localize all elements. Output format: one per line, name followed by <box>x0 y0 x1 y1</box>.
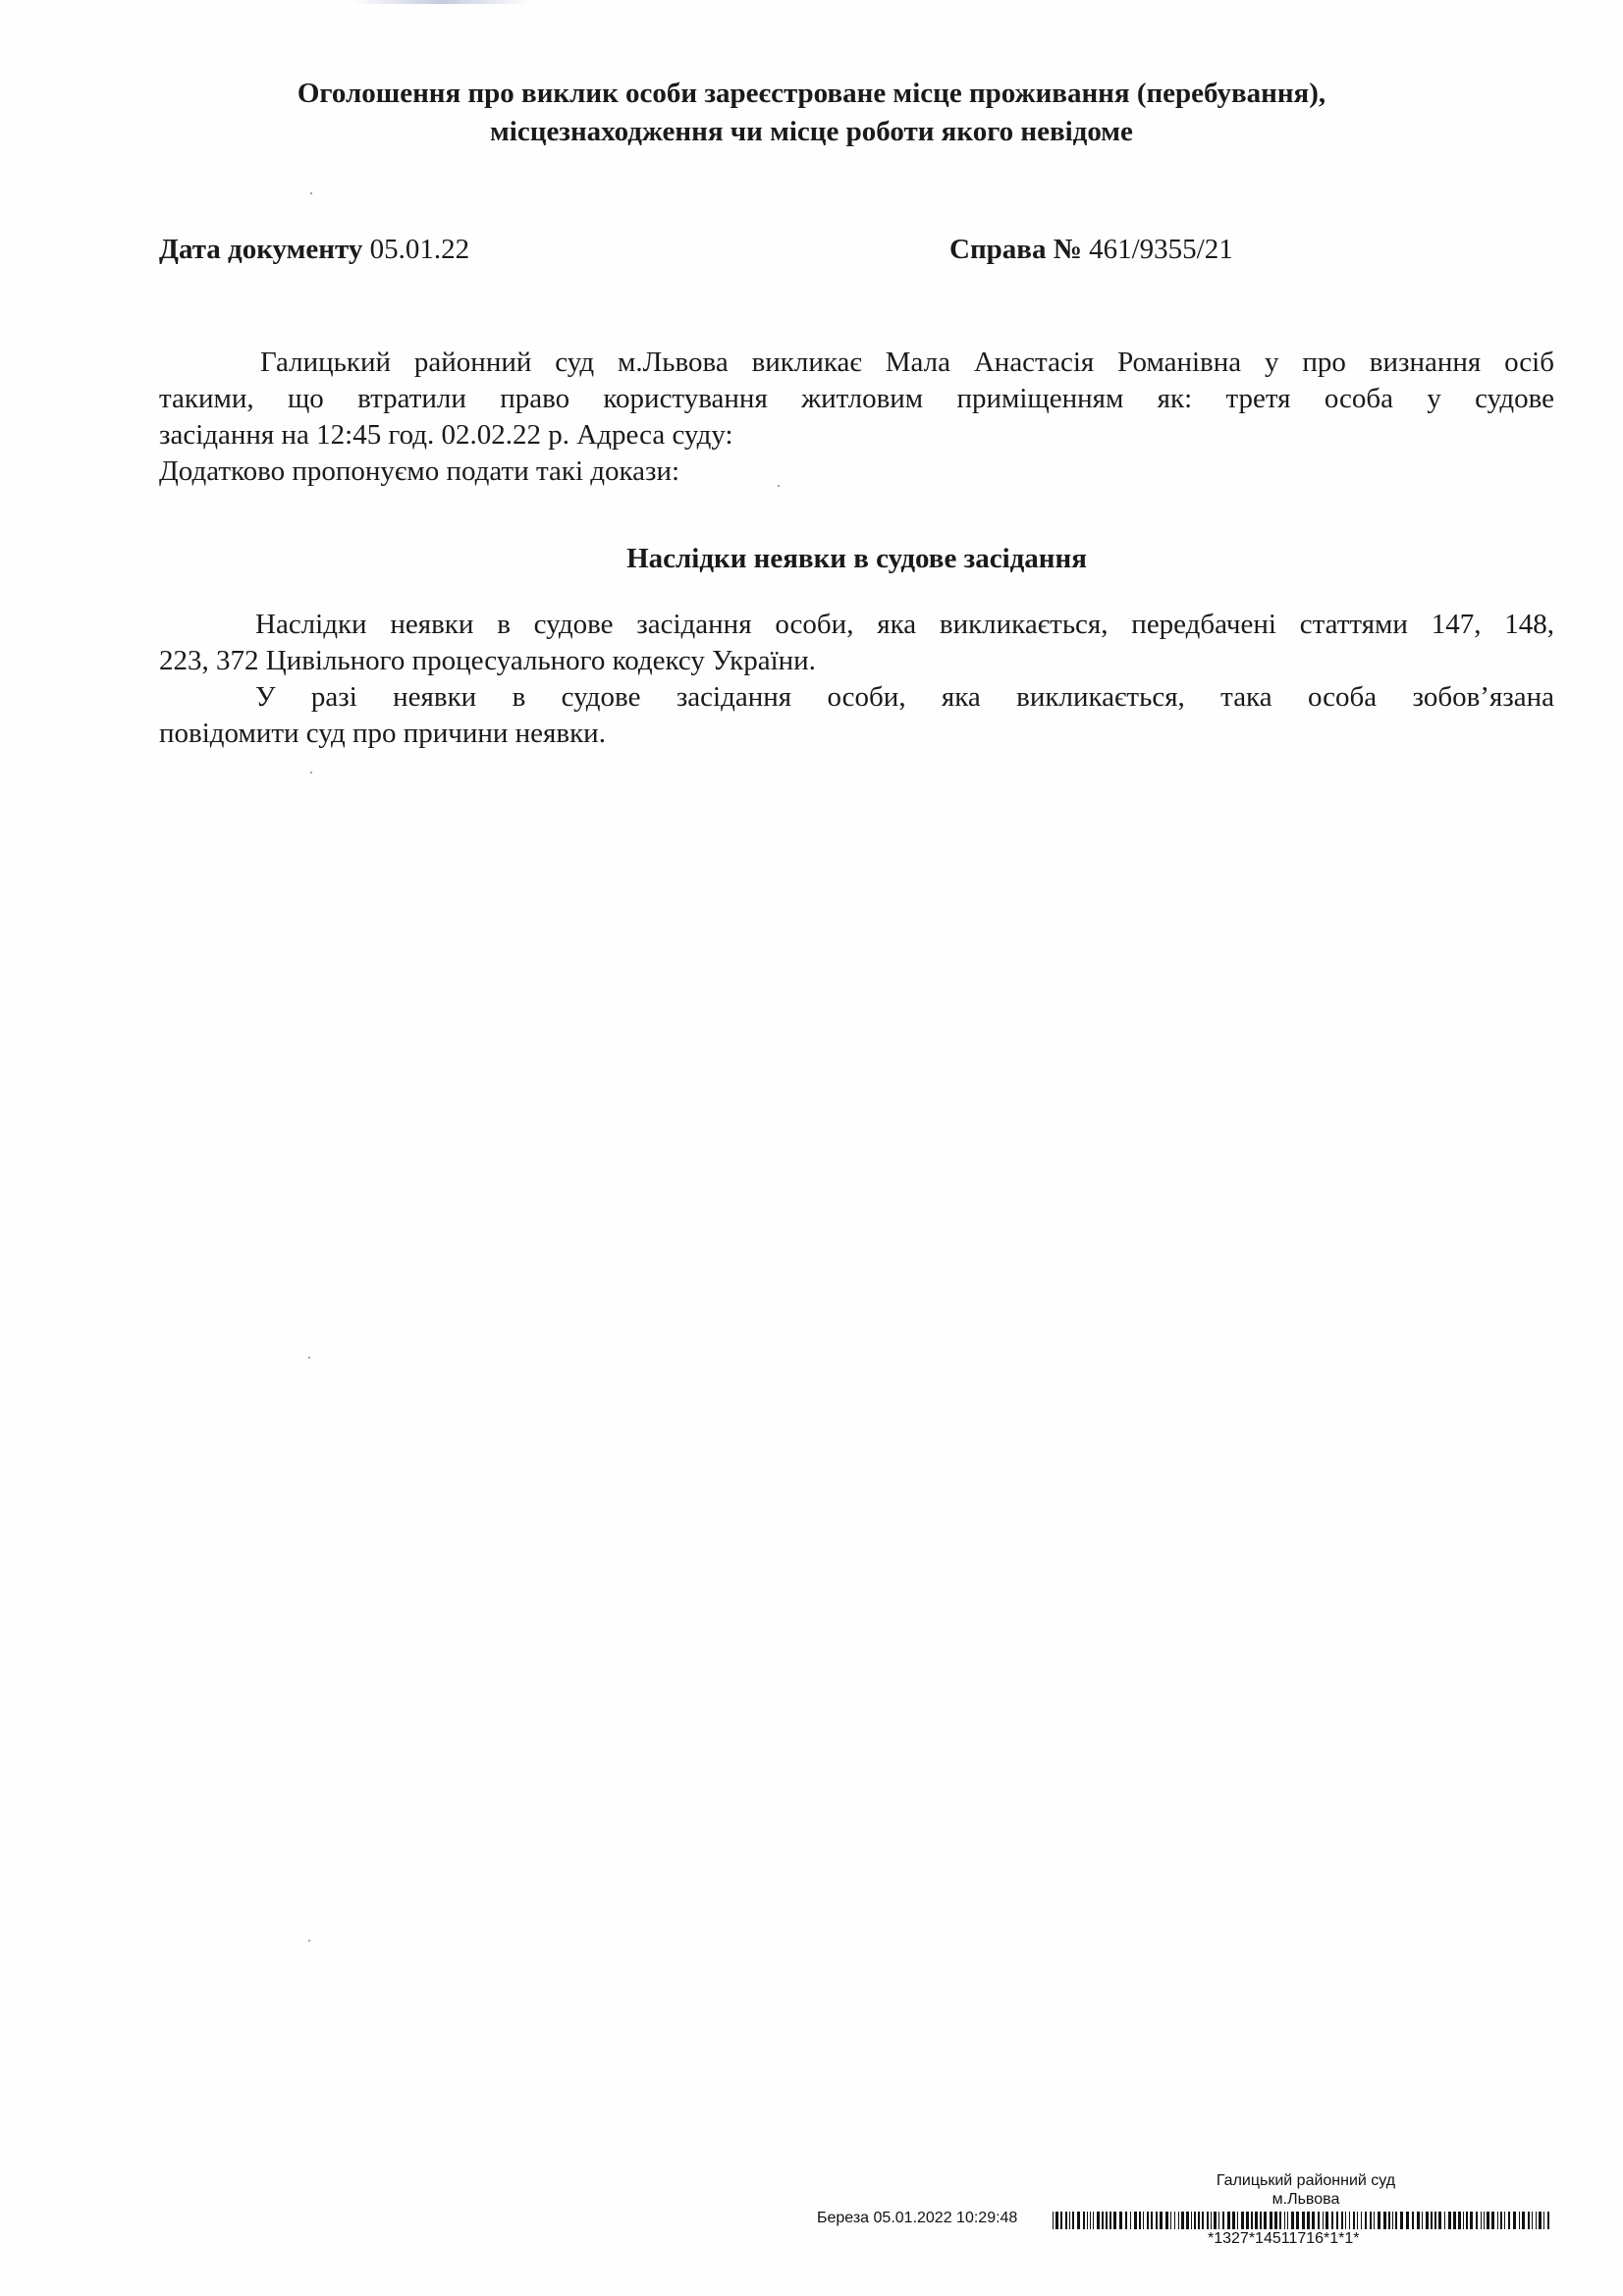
barcode-bar <box>1125 2212 1127 2229</box>
barcode-bar <box>1053 2212 1054 2229</box>
barcode-bar <box>1198 2212 1200 2229</box>
case-value: 461/9355/21 <box>1089 234 1233 265</box>
barcode-bar <box>1178 2212 1179 2229</box>
barcode-bar <box>1237 2212 1238 2229</box>
barcode-bar <box>1113 2212 1116 2229</box>
barcode-bar <box>1484 2212 1485 2229</box>
barcode-bar <box>1260 2212 1262 2229</box>
barcode-bar <box>1147 2212 1149 2229</box>
summons-line: Галицький районний суд м.Львова викликає Мала Анастасія Романівна у про визнання осіб <box>260 347 1554 378</box>
barcode-bar <box>1318 2212 1320 2229</box>
barcode-bar <box>1109 2212 1111 2229</box>
case-number <box>949 232 1233 267</box>
barcode-bar <box>1102 2212 1104 2229</box>
barcode-bar <box>1417 2212 1420 2229</box>
title-line-2: місцезнаходження чи місце роботи якого невідоме <box>490 116 1133 147</box>
barcode-bar <box>1083 2212 1085 2229</box>
scan-edge-mark <box>353 0 530 4</box>
document-date <box>159 232 469 267</box>
barcode-bar <box>1438 2212 1441 2229</box>
consequences-line: повідомити суд про причини неявки. <box>159 718 606 749</box>
barcode-bar <box>1241 2212 1244 2229</box>
barcode-bar <box>1246 2212 1249 2229</box>
summons-line: Додатково пропонуємо подати такі докази: <box>159 455 680 487</box>
barcode-bar <box>1325 2212 1328 2229</box>
barcode-bar <box>1522 2212 1525 2229</box>
barcode-bar <box>1255 2212 1258 2229</box>
barcode-bar <box>1072 2212 1074 2229</box>
barcode-bar <box>1060 2212 1062 2229</box>
summons-line: засідання на 12:45 год. 02.02.22 р. Адреса суду: <box>159 419 733 451</box>
barcode-bar <box>1323 2212 1324 2229</box>
barcode-bar <box>1426 2212 1429 2229</box>
barcode-bar <box>1227 2212 1230 2229</box>
barcode-bar <box>1406 2212 1409 2229</box>
barcode-bar <box>1519 2212 1520 2229</box>
barcode-bar <box>1143 2212 1144 2229</box>
barcode-bar <box>1160 2212 1163 2229</box>
barcode-bar <box>1532 2212 1533 2229</box>
barcode-bar <box>1412 2212 1414 2229</box>
barcode-bar <box>1481 2212 1482 2229</box>
barcode-bar <box>1134 2212 1137 2229</box>
barcode-bar <box>1174 2212 1175 2229</box>
barcode-bar <box>1536 2212 1537 2229</box>
date-value: 05.01.22 <box>369 234 470 265</box>
barcode-bar <box>1539 2212 1542 2229</box>
barcode-bar <box>1336 2212 1338 2229</box>
barcode-bar <box>1207 2212 1209 2229</box>
court-stamp-line-2: м.Львова <box>1271 2191 1340 2208</box>
barcode-bar <box>1202 2212 1204 2229</box>
barcode-bar <box>1374 2212 1375 2229</box>
barcode-bar <box>1194 2212 1196 2229</box>
barcode-bar <box>1291 2212 1294 2229</box>
barcode-bar <box>1528 2212 1530 2229</box>
barcode-bar <box>1543 2212 1544 2229</box>
barcode-bar <box>1222 2212 1224 2229</box>
barcode-bar <box>1181 2212 1184 2229</box>
barcode-bar <box>1349 2212 1350 2229</box>
consequences-line: У разі неявки в судове засідання особи, яка викликається, така особа зобов’язана <box>255 681 1554 713</box>
barcode-bar <box>1392 2212 1393 2229</box>
summons-line: такими, що втратили право користування житловим приміщенням як: третя особа у судове <box>159 383 1554 414</box>
scan-speck <box>778 485 780 487</box>
scan-speck <box>308 1940 310 1942</box>
barcode-bar <box>1307 2212 1310 2229</box>
barcode-bar <box>1331 2212 1333 2229</box>
barcode-bar <box>1090 2212 1091 2229</box>
barcode-bar <box>1487 2212 1489 2229</box>
barcode-bar <box>1186 2212 1189 2229</box>
barcode <box>1053 2212 1553 2229</box>
barcode-bar <box>1232 2212 1235 2229</box>
barcode-bar <box>1431 2212 1433 2229</box>
barcode-bar <box>1274 2212 1277 2229</box>
barcode-bar <box>1508 2212 1510 2229</box>
scan-speck <box>310 192 312 194</box>
barcode-bar <box>1069 2212 1070 2229</box>
barcode-bar <box>1279 2212 1281 2229</box>
barcode-bar <box>1251 2212 1253 2229</box>
barcode-bar <box>1513 2212 1516 2229</box>
barcode-bar <box>1361 2212 1362 2229</box>
barcode-bar <box>1287 2212 1288 2229</box>
barcode-bar <box>1434 2212 1436 2229</box>
barcode-bar <box>1453 2212 1456 2229</box>
barcode-bar <box>1345 2212 1346 2229</box>
barcode-number: *1327*14511716*1*1* <box>1208 2230 1360 2247</box>
barcode-bar <box>1400 2212 1403 2229</box>
barcode-bar <box>1156 2212 1158 2229</box>
barcode-bar <box>1087 2212 1088 2229</box>
barcode-bar <box>1476 2212 1478 2229</box>
barcode-bar <box>1106 2212 1108 2229</box>
barcode-bar <box>1383 2212 1386 2229</box>
date-label: Дата документу <box>159 234 363 265</box>
document-title <box>147 75 1476 151</box>
barcode-bar <box>1211 2212 1212 2229</box>
barcode-bar <box>1463 2212 1464 2229</box>
barcode-bar <box>1151 2212 1153 2229</box>
barcode-bar <box>1444 2212 1445 2229</box>
barcode-bar <box>1458 2212 1461 2229</box>
barcode-bar <box>1500 2212 1502 2229</box>
scan-speck <box>308 1357 310 1359</box>
barcode-bar <box>1395 2212 1397 2229</box>
summons-paragraph <box>159 345 1554 490</box>
barcode-bar <box>1312 2212 1315 2229</box>
barcode-bar <box>1365 2212 1367 2229</box>
barcode-bar <box>1214 2212 1217 2229</box>
barcode-bar <box>1077 2212 1080 2229</box>
barcode-bar <box>1270 2212 1272 2229</box>
barcode-bar <box>1448 2212 1451 2229</box>
barcode-bar <box>1388 2212 1390 2229</box>
title-line-1: Оголошення про виклик особи зареєстроване місце проживання (перебування), <box>297 78 1326 109</box>
barcode-bar <box>1491 2212 1494 2229</box>
barcode-bar <box>1353 2212 1355 2229</box>
consequences-line: Наслідки неявки в судове засідання особи, яка викликається, передбачені статтями 147, 148, <box>255 609 1554 640</box>
barcode-bar <box>1165 2212 1168 2229</box>
barcode-bar <box>1097 2212 1100 2229</box>
barcode-bar <box>1055 2212 1058 2229</box>
scan-speck <box>310 772 312 774</box>
barcode-bar <box>1470 2212 1473 2229</box>
barcode-bar <box>1218 2212 1219 2229</box>
barcode-bar <box>1357 2212 1358 2229</box>
barcode-bar <box>1370 2212 1372 2229</box>
case-label: Справа № <box>949 234 1082 265</box>
barcode-bar <box>1504 2212 1505 2229</box>
barcode-bar <box>1264 2212 1267 2229</box>
registration-stamp: Береза 05.01.2022 10:29:48 <box>817 2210 1018 2226</box>
consequences-line: 223, 372 Цивільного процесуального кодексу України. <box>159 645 816 676</box>
barcode-bar <box>1170 2212 1171 2229</box>
barcode-bar <box>1497 2212 1498 2229</box>
barcode-bar <box>1130 2212 1131 2229</box>
barcode-bar <box>1065 2212 1067 2229</box>
barcode-bar <box>1341 2212 1343 2229</box>
barcode-bar <box>1284 2212 1285 2229</box>
consequences-paragraph <box>159 607 1554 752</box>
court-stamp-line-1: Галицький районний суд <box>1216 2172 1396 2189</box>
consequences-heading: Наслідки неявки в судове засідання <box>626 543 1087 574</box>
barcode-bar <box>1378 2212 1380 2229</box>
court-stamp-org <box>1168 2171 1443 2209</box>
barcode-bar <box>1093 2212 1094 2229</box>
barcode-bar <box>1302 2212 1305 2229</box>
barcode-bar <box>1422 2212 1423 2229</box>
barcode-bar <box>1466 2212 1468 2229</box>
barcode-bar <box>1139 2212 1141 2229</box>
barcode-bar <box>1547 2212 1549 2229</box>
barcode-bar <box>1191 2212 1192 2229</box>
barcode-bar <box>1119 2212 1122 2229</box>
barcode-bar <box>1296 2212 1299 2229</box>
